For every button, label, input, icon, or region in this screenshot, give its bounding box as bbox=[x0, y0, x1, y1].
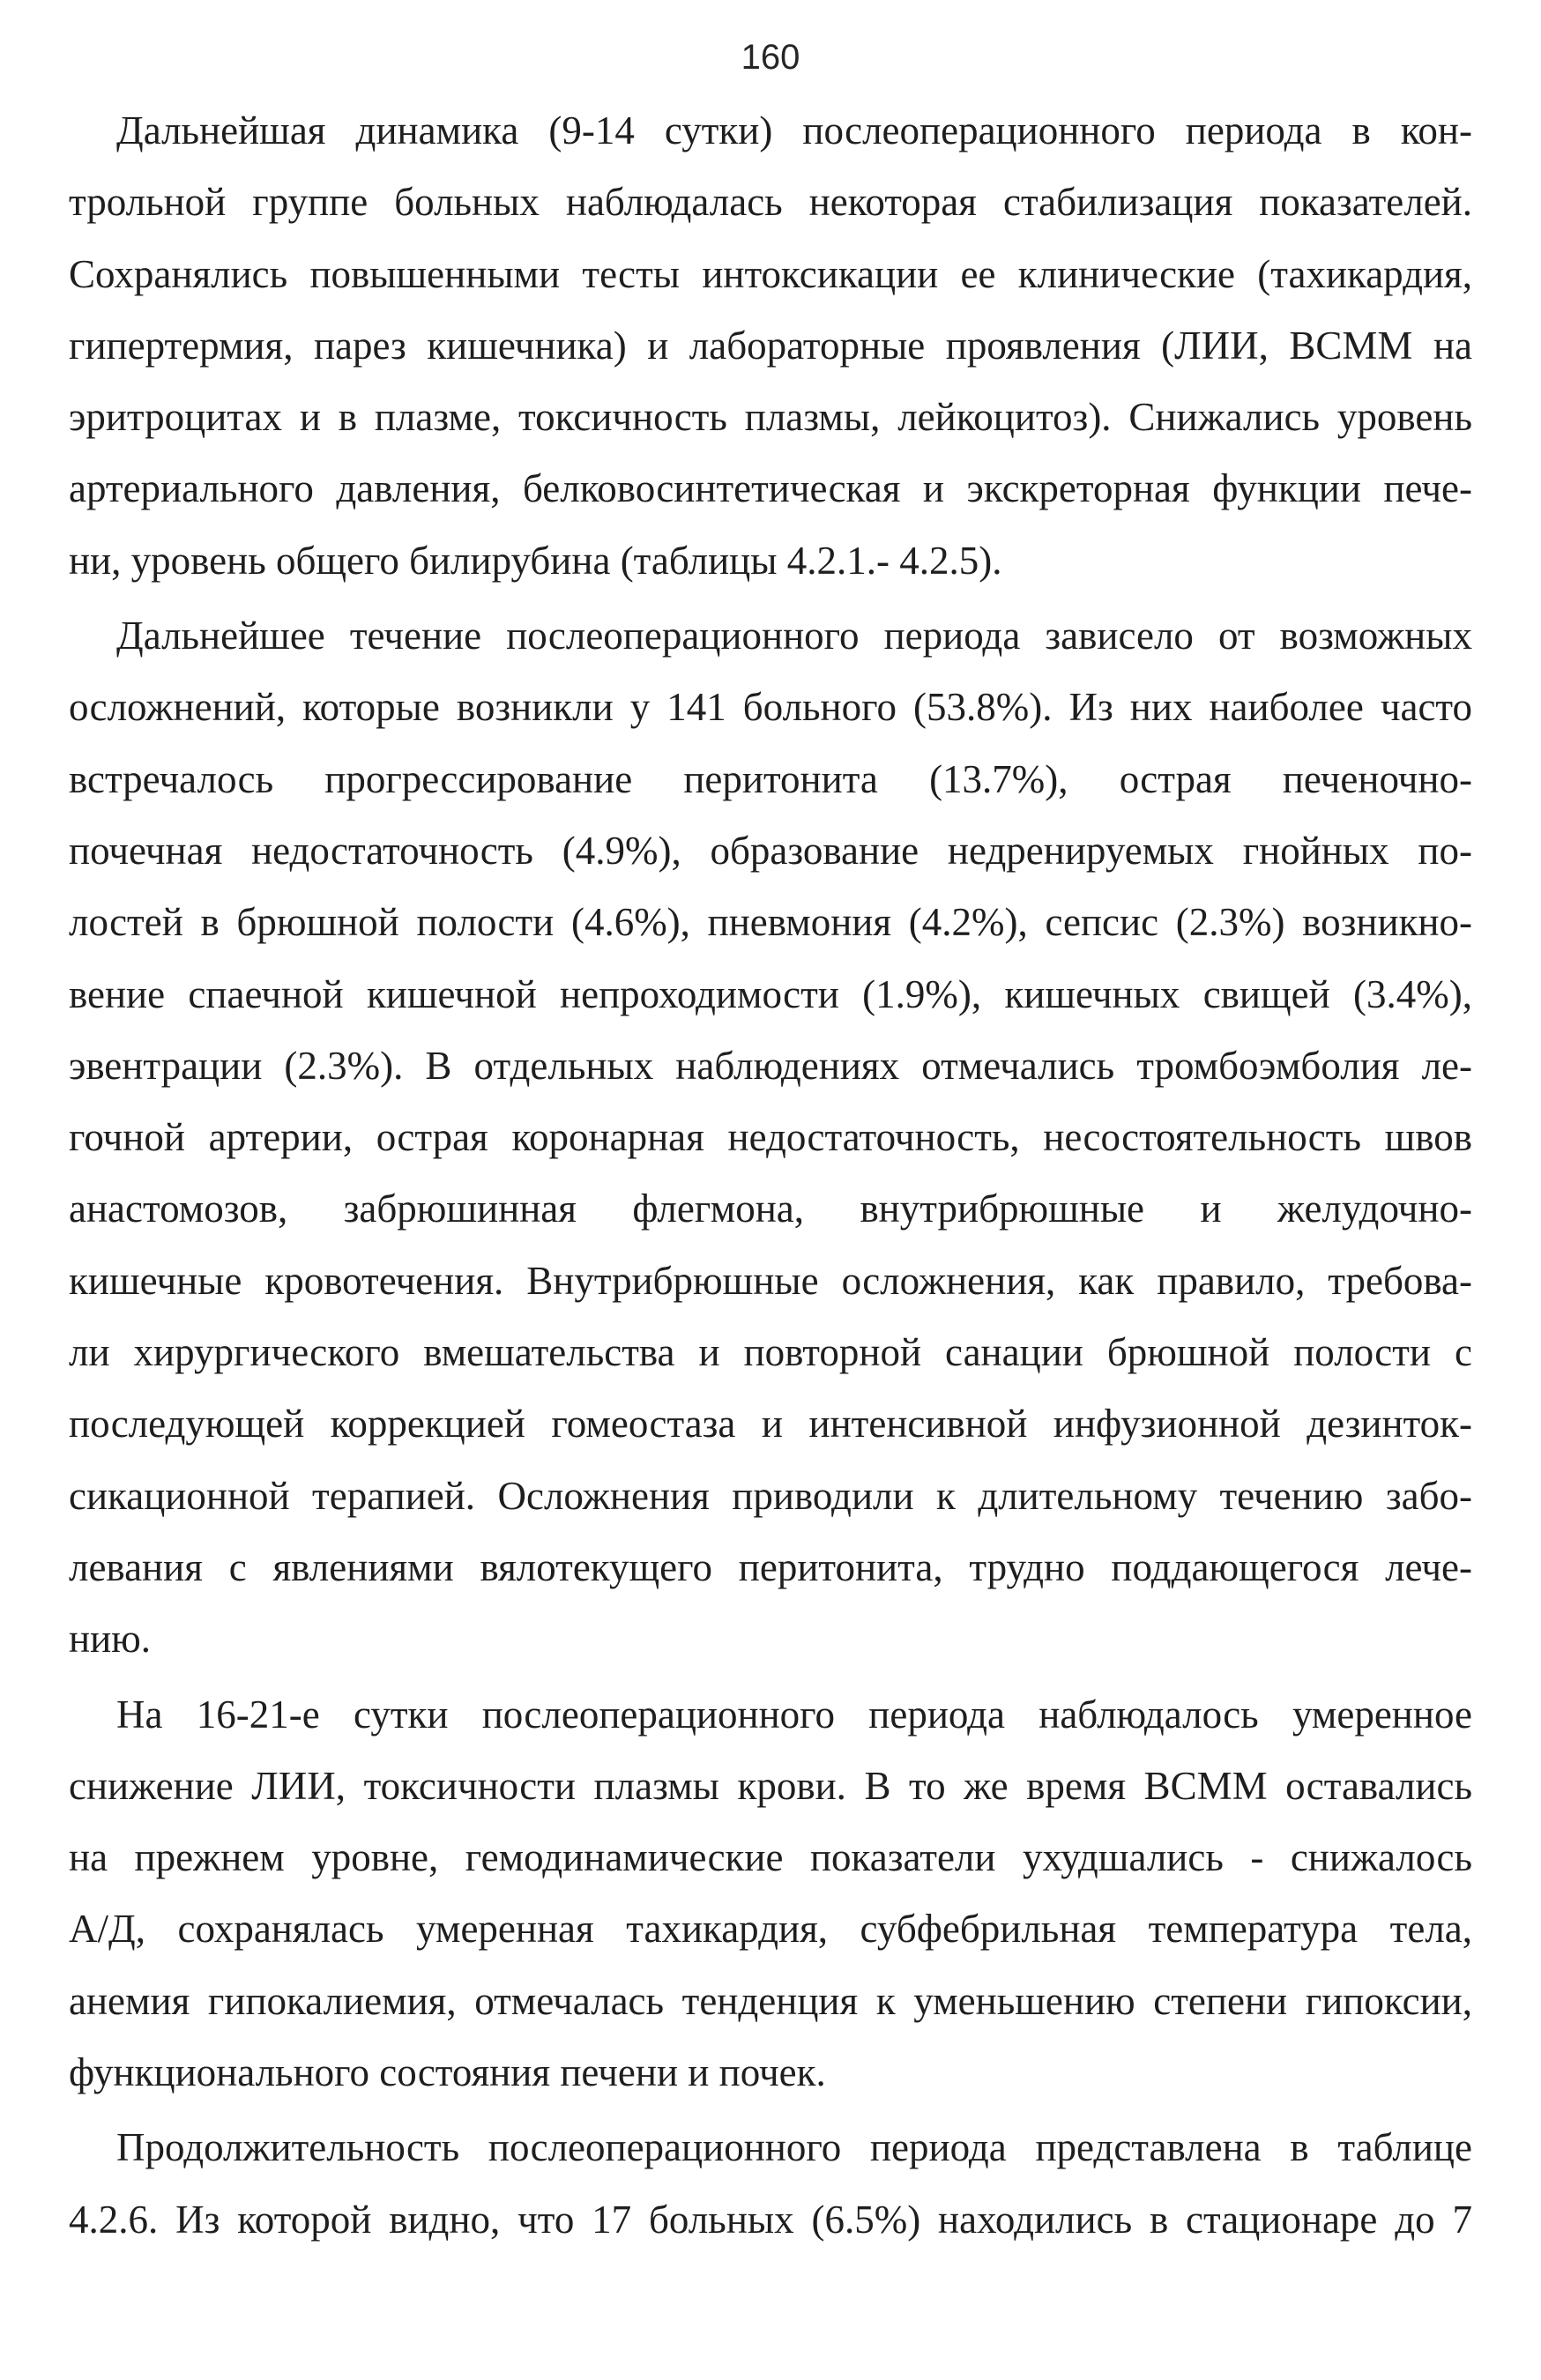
text-line: трольной группе больных наблюдалась некоторая стабилизация показателей. bbox=[69, 180, 1472, 225]
body-text bbox=[69, 95, 1472, 2256]
text-line: анастомозов, забрюшинная флегмона, внутрибрюшные и желудочно- bbox=[69, 1186, 1472, 1231]
text-line: снижение ЛИИ, токсичности плазмы крови. В то же время ВСММ оставались bbox=[69, 1763, 1472, 1808]
text-line: осложнений, которые возникли у 141 больного (53.8%). Из них наиболее часто bbox=[69, 685, 1472, 730]
text-line: ли хирургического вмешательства и повторной санации брюшной полости с bbox=[69, 1330, 1472, 1375]
text-line: левания с явлениями вялотекущего перитонита, трудно поддающегося лече- bbox=[69, 1544, 1472, 1589]
text-line: Продолжительность послеоперационного периода представлена в таблице bbox=[116, 2125, 1472, 2170]
text-line: на прежнем уровне, гемодинамические показатели ухудшались - снижалось bbox=[69, 1835, 1472, 1880]
text-line: гипертермия, парез кишечника) и лабораторные проявления (ЛИИ, ВСММ на bbox=[69, 323, 1472, 368]
text-line: вение спаечной кишечной непроходимости (1.9%), кишечных свищей (3.4%), bbox=[69, 971, 1472, 1016]
text-line: эвентрации (2.3%). В отдельных наблюдениях отмечались тромбоэмболия ле- bbox=[69, 1043, 1472, 1088]
text-line: На 16-21-е сутки послеоперационного периода наблюдалось умеренное bbox=[116, 1692, 1472, 1737]
text-line: последующей коррекцией гомеостаза и интенсивной инфузионной дезинток- bbox=[69, 1402, 1472, 1447]
text-line: функционального состояния печени и почек. bbox=[69, 2050, 826, 2095]
text-line: артериального давления, белковосинтетическая и экскреторная функции пече- bbox=[69, 466, 1472, 511]
text-line: нию. bbox=[69, 1617, 152, 1662]
text-line: Сохранялись повышенными тесты интоксикации ее клинические (тахикардия, bbox=[69, 251, 1472, 296]
text-line: сикационной терапией. Осложнения приводили к длительному течению забо- bbox=[69, 1473, 1472, 1518]
text-line: 4.2.6. Из которой видно, что 17 больных (6.5%) находились в стационаре до 7 bbox=[69, 2197, 1472, 2242]
text-line: эритроцитах и в плазме, токсичность плазмы, лейкоцитоз). Снижались уровень bbox=[69, 395, 1472, 440]
text-line: лостей в брюшной полости (4.6%), пневмония (4.2%), сепсис (2.3%) возникно- bbox=[69, 900, 1472, 945]
text-line: Дальнейшая динамика (9-14 сутки) послеоперационного периода в кон- bbox=[116, 108, 1472, 152]
page-number: 160 bbox=[741, 38, 800, 77]
text-line: кишечные кровотечения. Внутрибрюшные осложнения, как правило, требова- bbox=[69, 1258, 1472, 1303]
text-line: встречалось прогрессирование перитонита (13.7%), острая печеночно- bbox=[69, 756, 1472, 801]
text-line: анемия гипокалиемия, отмечалась тенденция к уменьшению степени гипоксии, bbox=[69, 1978, 1472, 2023]
text-line: Дальнейшее течение послеоперационного периода зависело от возможных bbox=[116, 614, 1472, 658]
text-line: гочной артерии, острая коронарная недостаточность, несостоятельность швов bbox=[69, 1115, 1472, 1160]
text-line: почечная недостаточность (4.9%), образование недренируемых гнойных по- bbox=[69, 828, 1472, 873]
text-line: А/Д, сохранялась умеренная тахикардия, субфебрильная температура тела, bbox=[69, 1907, 1472, 1952]
text-line: ни, уровень общего билирубина (таблицы 4.2.1.- 4.2.5). bbox=[69, 538, 1002, 583]
